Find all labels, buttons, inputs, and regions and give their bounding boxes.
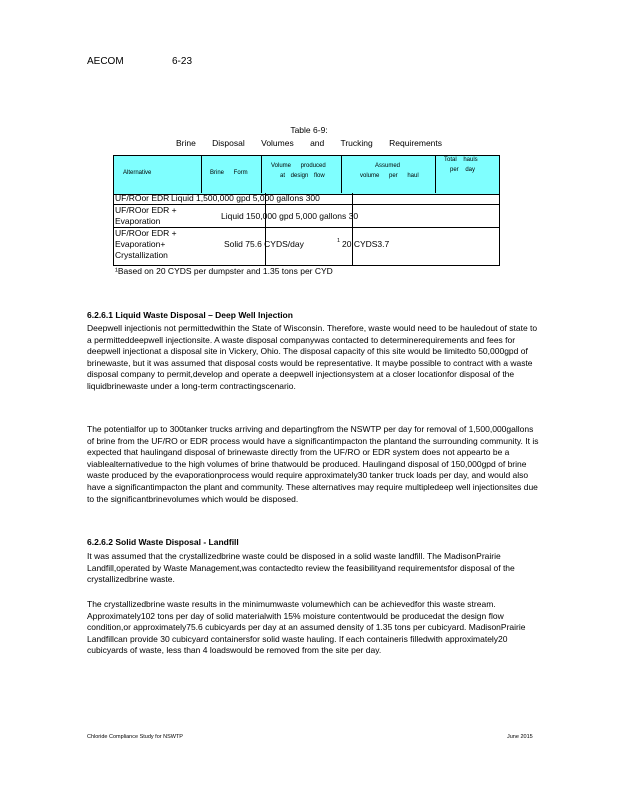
row3-alternative-line1: UF/ROor EDR +: [115, 228, 177, 238]
th-assumed-line2: volume per haul: [360, 173, 419, 179]
paragraph-crystallized-brine: The crystallizedbrine waste results in the minimumwaste volumewhich can be achievedfor this waste stream. Approximately102 tons per day of solid materialwith 15% moisture contentwould be producedat the design flow condition,or approximately75.6 cubicyards per day at an assumed density of 1.35 tons per cubicyard. MadisonPrairie Landfillcan provide 30 cubicyard containersfor solid waste hauling. If each containeris filledwith approximately20 cubicyards of waste, less than 4 loadswould be removed from the site per day.: [87, 599, 526, 656]
table-number: Table 6-9:: [290, 125, 328, 135]
header-company: AECOM: [87, 56, 124, 67]
row3-superscript: 1: [337, 238, 341, 244]
row2-alternative-line1: UF/ROor EDR +: [115, 205, 177, 215]
paragraph-landfill: It was assumed that the crystallizedbrine waste could be disposed in a solid waste landfill. The MadisonPrairie Landfill,operated by Waste Management,was contactedto review the feasibilityand requirementsfor disposal of the crystallizedbrine waste.: [87, 551, 515, 585]
th-assumed-line1: Assumed: [375, 163, 401, 169]
footer-document-title: Chloride Compliance Study for NSWTP: [87, 734, 183, 740]
table-footnote: ¹Based on 20 CYDS per dumpster and 1.35 tons per CYD: [115, 266, 333, 276]
brine-disposal-table: [113, 155, 500, 265]
th-hauls-line1: Total hauls: [444, 157, 478, 163]
th-alternative: Alternative: [123, 170, 152, 176]
row1-values: Liquid 1,500,000 gpd 5,000 gallons 300: [171, 193, 320, 203]
row1-alternative: UF/ROor EDR: [115, 193, 170, 203]
row3-values-continued: 20 CYDS3.7: [342, 239, 390, 249]
row2-values: Liquid 150,000 gpd 5,000 gallons 30: [221, 211, 359, 221]
row3-alternative-line2: Evaporation+: [115, 239, 166, 249]
paragraph-tanker-trucks: The potentialfor up to 300tanker trucks arriving and departingfrom the NSWTP per day for removal of 1,500,000gallons of brine from the UF/RO or EDR process would have a significantimpacton the plantand the surrounding community. It is expected that haulingand disposal of brinewaste directly from the UF/RO or EDR system does not appearto be a viablealternativedue to the high volumes of brine thatwould be produced. Haulingand disposal of 150,000gpd of brine waste produced by the evaporationprocess would require approximately30 tanker truck loads per day, and would also have a significantimpacton the plant and community. These alternatives may require multipledeep well injectionsites due to the significantbrinevolumes which would be disposed.: [87, 424, 539, 504]
th-volume-line1: Volume produced: [271, 163, 326, 169]
th-hauls-line2: per day: [450, 167, 476, 173]
row3-values: Solid 75.6 CYDS/day: [224, 239, 304, 249]
table-title: Brine Disposal Volumes and Trucking Requirements: [175, 138, 443, 148]
th-brine-form: Brine Form: [210, 170, 248, 176]
paragraph-deep-well: Deepwell injectionis not permittedwithin the State of Wisconsin. Therefore, waste would need to be hauledout of state to a permitteddeepwell injectionsite. A waste disposal companywas contacted to determinerequirements and fees for deepwell injectionat a disposal site in Vickery, Ohio. The disposal capacity of this site would be limitedto 50,000gpd of brinewaste, but it was assumed that disposal costs would be representative. It maybe possible to contract with a waste disposal company to permit,develop and operate a deepwell injectionsystem at a closer locationfor disposal of the liquidbrinewaste under a long-term contractingscenario.: [87, 323, 538, 391]
section-heading-solid-waste: 6.2.6.2 Solid Waste Disposal - Landfill: [87, 537, 239, 547]
header-page-number: 6-23: [172, 56, 193, 67]
footer-date: June 2015: [507, 734, 533, 740]
section-heading-liquid-waste: 6.2.6.1 Liquid Waste Disposal – Deep Well Injection: [87, 310, 293, 320]
row2-alternative-line2: Evaporation: [115, 216, 161, 226]
row3-alternative-line3: Crystallization: [115, 250, 168, 260]
th-volume-line2: at design flow: [280, 173, 325, 179]
